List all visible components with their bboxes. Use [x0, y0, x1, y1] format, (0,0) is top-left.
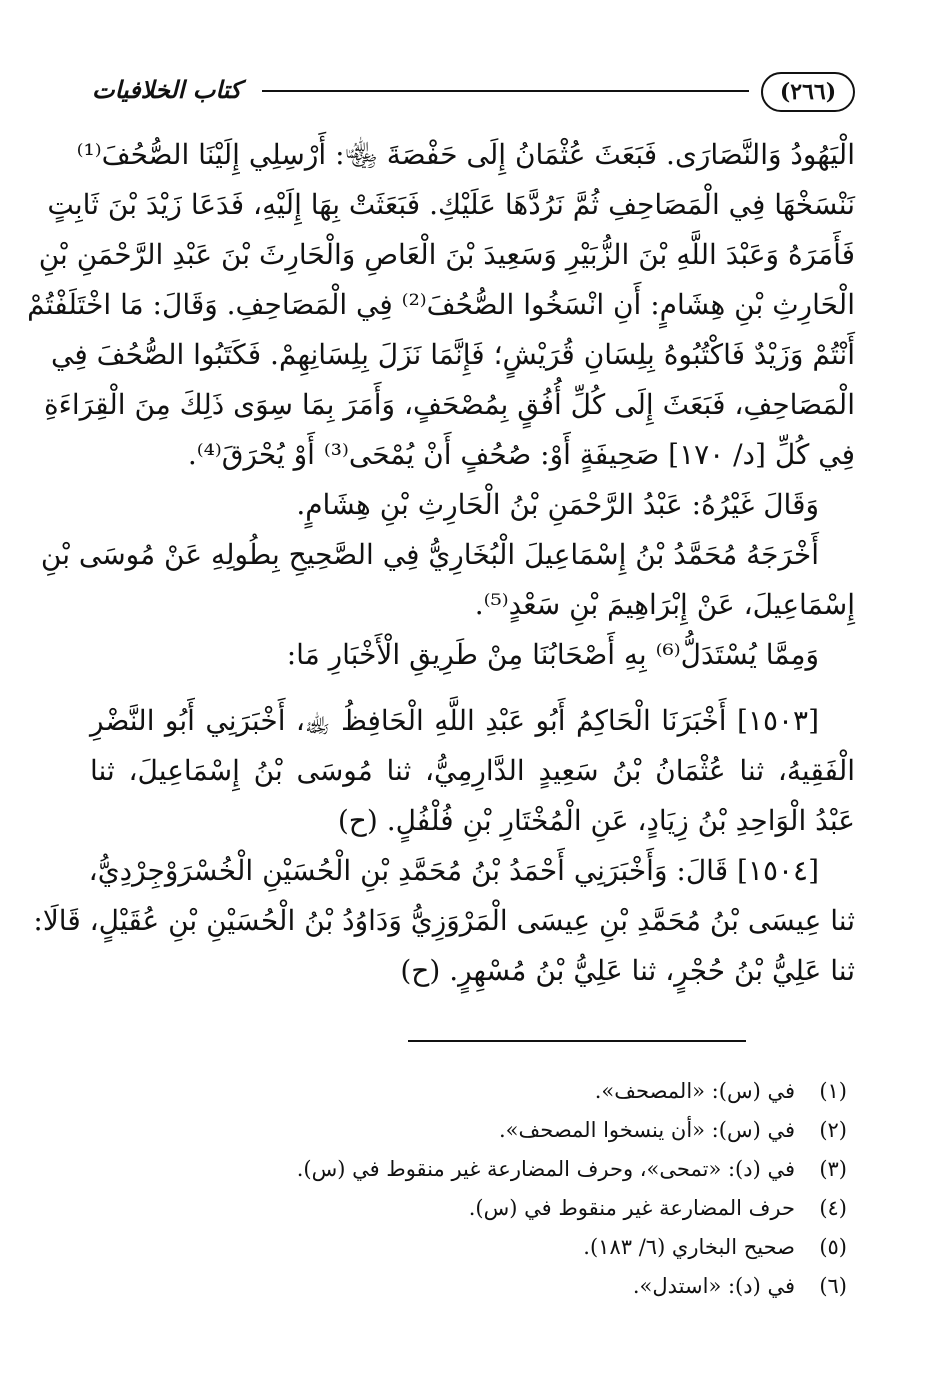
- footnote-text: في (د): «استدل».: [632, 1274, 795, 1298]
- footnote-number: (٦): [819, 1274, 847, 1298]
- text-line: إِسْمَاعِيلَ، عَنْ إِبْرَاهِيمَ بْنِ سَعْدٍ⁽⁵⁾.: [474, 588, 855, 621]
- footnote-text: في (س): «المصحف».: [594, 1079, 795, 1103]
- footnote: [100, 1150, 847, 1189]
- text-line: وَقَالَ غَيْرُهُ: عَبْدُ الرَّحْمَنِ بْنُ الْحَارِثِ بْنِ هِشَامٍ.: [296, 488, 819, 521]
- footnote-rule: [408, 1040, 746, 1042]
- text-line: [١٥٠٣] أَخْبَرَنَا الْحَاكِمُ أَبُو عَبْدِ اللَّهِ الْحَافِظُ ﵀، أَخْبَرَنِي أَبُو النَّضْرِ: [90, 704, 819, 737]
- footnote-number: (٢): [819, 1118, 847, 1142]
- footnote-text: في (س): «أن ينسخوا المصحف».: [499, 1118, 795, 1142]
- footnote-text: في (د): «تمحى»، وحرف المضارعة غير منقوط في (س).: [296, 1157, 795, 1181]
- footnotes: [100, 1072, 847, 1306]
- text-line: فَأَمَرَهُ وَعَبْدَ اللَّهِ بْنَ الزُّبَيْرِ وَسَعِيدَ بْنَ الْعَاصِ وَالْحَارِثَ بْنَ عَبْدِ الرَّحْمَنِ بْنِ: [38, 238, 855, 271]
- footnote-number: (١): [819, 1079, 847, 1103]
- text-line: أَخْرَجَهُ مُحَمَّدُ بْنُ إِسْمَاعِيلَ الْبُخَارِيُّ فِي الصَّحِيحِ بِطُولِهِ عَنْ مُوسَى بْنِ: [40, 538, 819, 571]
- text-line: الْحَارِثِ بْنِ هِشَامٍ: أَنِ انْسَخُوا الصُّحُفَ⁽²⁾ فِي الْمَصَاحِفِ. وَقَالَ: مَا اخْتَلَفْتُمْ: [27, 288, 855, 321]
- footnote: [100, 1189, 847, 1228]
- book-title: كتاب الخلافيات: [92, 75, 242, 104]
- page-header: [92, 68, 855, 128]
- footnote-text: حرف المضارعة غير منقوط في (س).: [468, 1196, 795, 1220]
- text-line: [١٥٠٤] قَالَ: وَأَخْبَرَنِي أَحْمَدُ بْنُ مُحَمَّدِ بْنِ الْحُسَيْنِ الْخُسْرَوْجِرْدِيُّ،: [88, 854, 819, 887]
- footnote: [100, 1072, 847, 1111]
- header-rule: [262, 90, 749, 92]
- text-line: وَمِمَّا يُسْتَدَلُّ⁽⁶⁾ بِهِ أَصْحَابُنَا مِنْ طَرِيقِ الْأَخْبَارِ مَا:: [286, 638, 819, 671]
- text-line: ثنا عَلِيُّ بْنُ حُجْرٍ، ثنا عَلِيُّ بْنُ مُسْهِرٍ. (ح): [400, 954, 855, 987]
- footnote: [100, 1111, 847, 1150]
- text-line: الْمَصَاحِفِ، فَبَعَثَ إِلَى كُلِّ أُفُقٍ بِمُصْحَفٍ، وَأَمَرَ بِمَا سِوَى ذَلِكَ مِنَ الْقِرَاءَةِ: [44, 388, 855, 421]
- main-text: [27, 130, 855, 996]
- footnote-number: (٤): [819, 1196, 847, 1220]
- text-line: الْفَقِيهُ، ثنا عُثْمَانُ بْنُ سَعِيدٍ الدَّارِمِيُّ، ثنا مُوسَى بْنُ إِسْمَاعِيلَ، ثنا: [90, 754, 855, 787]
- footnote-text: صحيح البخاري (٦/ ١٨٣).: [583, 1235, 795, 1259]
- text-line: ثنا عِيسَى بْنُ مُحَمَّدِ بْنِ عِيسَى الْمَرْوَزِيُّ وَدَاوُدُ بْنُ الْحُسَيْنِ بْنِ عُقَيْلٍ، قَالَا:: [33, 904, 855, 937]
- footnote: [100, 1267, 847, 1306]
- page-number: (٢٦٦): [761, 72, 855, 112]
- text-line: فِي كُلِّ [د/ ١٧٠] صَحِيفَةٍ أَوْ: صُحُفٍ أَنْ يُمْحَى⁽³⁾ أَوْ يُحْرَقَ⁽⁴⁾.: [187, 438, 855, 471]
- footnote: [100, 1228, 847, 1267]
- text-line: أَنْتُمْ وَزَيْدٌ فَاكْتُبُوهُ بِلِسَانِ قُرَيْشٍ؛ فَإِنَّمَا نَزَلَ بِلِسَانِهِمْ. فَكَتَبُوا الصُّحُفَ فِي: [50, 338, 855, 371]
- paragraph-gap: [90, 680, 855, 696]
- footnote-number: (٥): [819, 1235, 847, 1259]
- text-line: نَنْسَخْهَا فِي الْمَصَاحِفِ ثُمَّ نَرُدَّهَا عَلَيْكِ. فَبَعَثَتْ بِهَا إِلَيْهِ، فَدَعَا زَيْدَ بْنَ ثَابِتٍ: [47, 188, 855, 221]
- footnote-number: (٣): [819, 1157, 847, 1181]
- text-line: عَبْدُ الْوَاحِدِ بْنُ زِيَادٍ، عَنِ الْمُخْتَارِ بْنِ فُلْفُلٍ. (ح): [337, 804, 855, 837]
- text-line: الْيَهُودُ وَالنَّصَارَى. فَبَعَثَ عُثْمَانُ إِلَى حَفْصَةَ ﵄: أَرْسِلِي إِلَيْنَا الصُّحُفَ⁽¹⁾: [76, 138, 855, 171]
